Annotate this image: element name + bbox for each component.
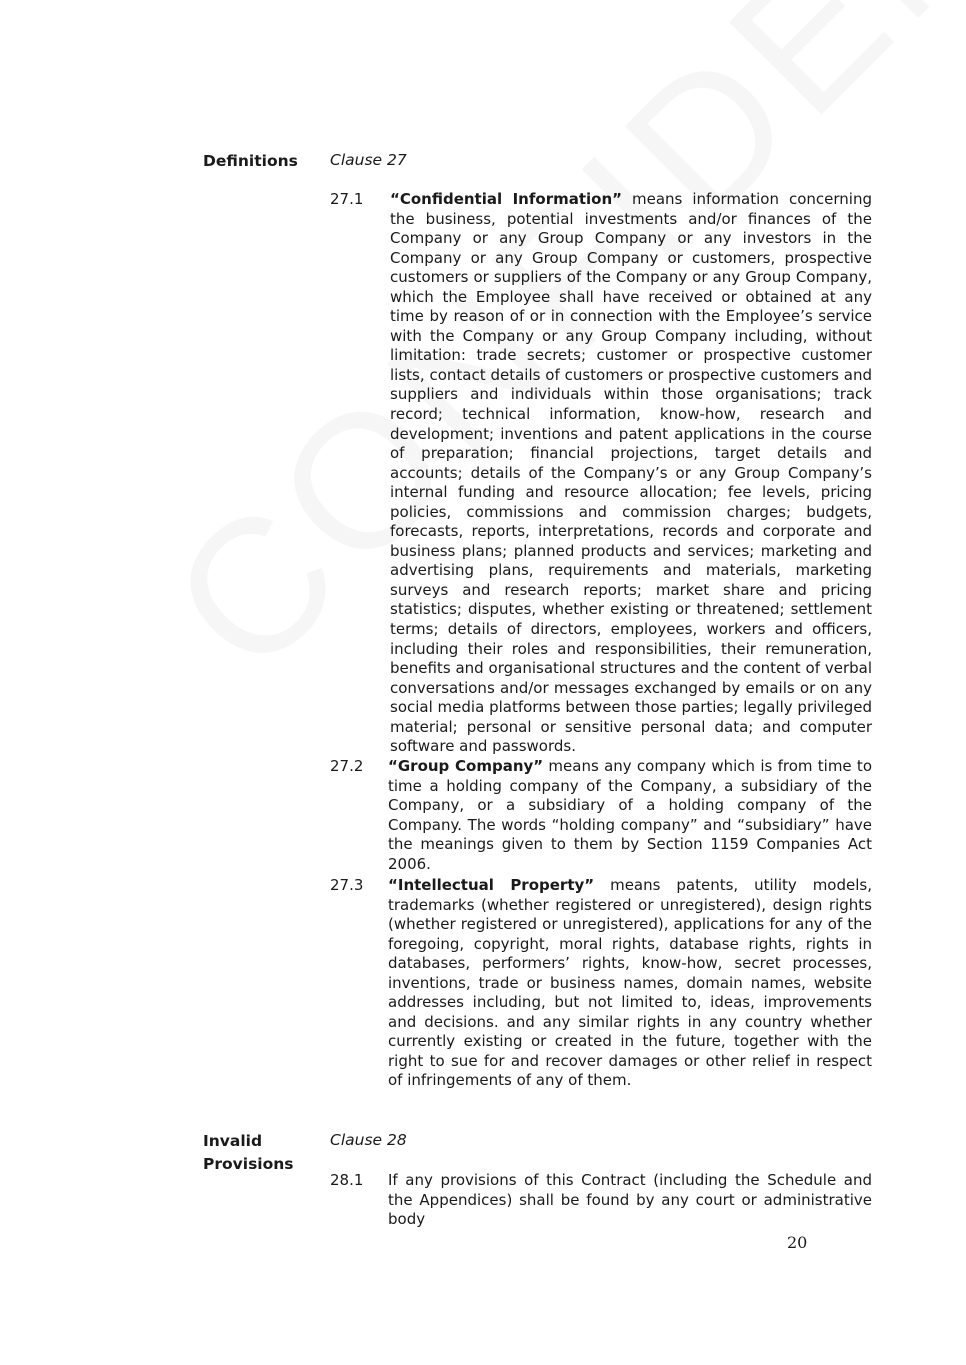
defined-term: “Group Company”: [388, 757, 544, 775]
paragraph-text: [388, 876, 872, 1091]
defined-term: “Confidential Information”: [390, 190, 622, 208]
definition-text: means information concerning the business, potential investments and/or finances of the Company or any Group Company or any investors in the Company or any Group Company or customers, prospective customers or suppliers of the Company or any Group Company, which the Employee shall have received or obtained at any time by reason of or in connection with the Employee’s service with the Company or any Group Company including, without limitation: trade secrets; customer or prospective customer lists, contact details of customers or prospective customers and suppliers and individuals within those organisations; track record; technical information, know-how, research and development; inventions and patent applications in the course of preparation; financial projections, target details and accounts; details of the Company’s or any Group Company’s internal funding and resource allocation; fee levels, pricing policies, commissions and commission charges; budgets, forecasts, reports, interpretations, records and corporate and business plans; planned products and services; marketing and advertising plans, requirements and materials, marketing surveys and research reports; market share and pricing statistics; disputes, whether existing or threatened; settlement terms; details of directors, employees, workers and officers, including their roles and responsibilities, their remuneration, benefits and organisational structures and the content of verbal conversations and/or messages exchanged by emails or on any social media platforms between those parties; legally privileged material; personal or sensitive personal data; and computer software and passwords.: [390, 190, 872, 756]
paragraph-number: 27.2: [330, 757, 364, 775]
paragraph-number: 27.3: [330, 876, 364, 894]
paragraph-27-3: [330, 876, 872, 1096]
page-number: 20: [787, 1233, 808, 1252]
section-heading: Invalid Provisions: [203, 1132, 294, 1173]
clause-title: Clause 28: [330, 1131, 407, 1149]
paragraph-text: [388, 757, 872, 874]
paragraph-number: 27.1: [330, 190, 364, 208]
paragraph-number: 28.1: [330, 1171, 364, 1189]
clause-title: Clause 27: [330, 151, 407, 169]
paragraph-28-1: [330, 1171, 872, 1229]
defined-term: “Intellectual Property”: [388, 876, 595, 894]
definition-text: means any company which is from time to time a holding company of the Company, a subsidiary of the Company, or a subsidiary of a holding company of the Company. The words “holding company” and “subsidiary” have the meanings given to them by Section 1159 Companies Act 2006.: [388, 757, 872, 873]
section-heading: Definitions: [203, 152, 298, 170]
paragraph-text: [388, 1171, 872, 1230]
paragraph-text: [390, 190, 872, 757]
paragraph-27-2: [330, 757, 872, 873]
paragraph-27-1: [330, 190, 872, 756]
paragraph-body: If any provisions of this Contract (including the Schedule and the Appendices) shall be found by any court or administrative body: [388, 1171, 872, 1229]
definition-text: means patents, utility models, trademarks (whether registered or unregistered), design rights (whether registered or unregistered), applications for any of the foregoing, copyright, moral rights, database rights, rights in databases, performers’ rights, know-how, secret processes, inventions, trade or business names, domain names, website addresses including, but not limited to, ideas, improvements and decisions. and any similar rights in any country whether currently existing or created in the future, together with the right to sue for and recover damages or other relief in respect of infringements of any of them.: [388, 876, 872, 1090]
